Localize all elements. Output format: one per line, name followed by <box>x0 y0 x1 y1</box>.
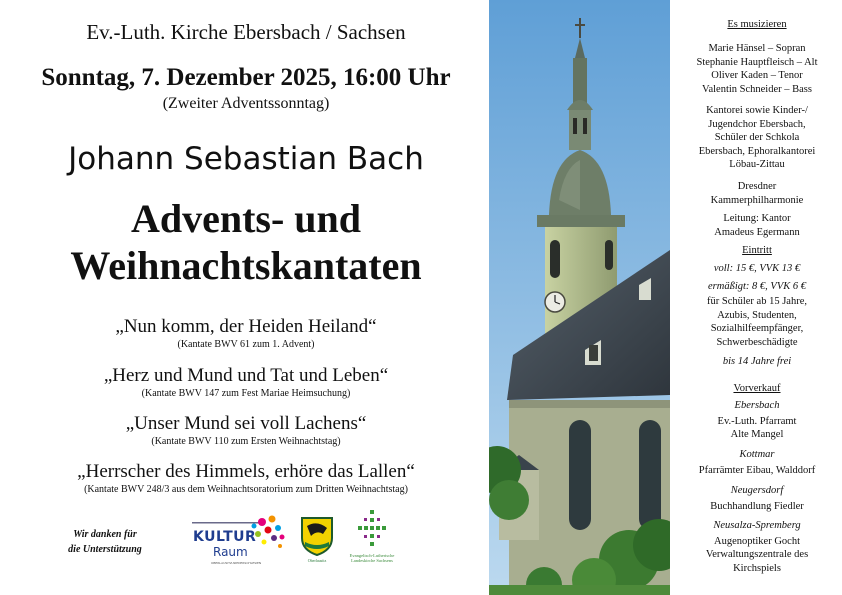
title-line-2: Weihnachtskantaten <box>70 243 422 288</box>
admission-full: voll: 15 €, VVK 13 € <box>713 263 801 274</box>
soloist: Oliver Kaden – Tenor <box>711 70 803 82</box>
presale-location <box>672 484 842 513</box>
organizer: Ev.-Luth. Kirche Ebersbach / Sachsen <box>86 20 406 44</box>
concert-date: Sonntag, 7. Dezember 2025, 16:00 Uhr <box>41 64 451 91</box>
work-title: „Unser Mund sei voll Lachens“ <box>125 413 367 434</box>
work-title: „Herz und Mund und Tat und Leben“ <box>103 365 389 386</box>
direction-line: Amadeus Egermann <box>714 226 800 238</box>
work-note: (Kantate BWV 248/3 aus dem Weihnachtsoratorium zum Dritten Weihnachtstag) <box>84 484 408 495</box>
choirs-list <box>672 104 842 172</box>
orchestra-line: Kammerphilharmonie <box>710 194 804 206</box>
presale-location <box>672 448 842 477</box>
eligibility-line: Sozialhilfeempfänger, <box>710 323 804 335</box>
choir-line: Jugendchor Ebersbach, <box>708 118 806 130</box>
choir-line: Schüler der Schkola <box>714 132 800 144</box>
soloists-list <box>672 42 842 96</box>
direction <box>672 212 842 239</box>
eligibility-line: Schwerbeschädigte <box>716 336 798 348</box>
kulturraum-wordmark-top: KULTUR <box>193 529 257 545</box>
concert-title <box>0 195 492 289</box>
work-title: „Herrscher des Himmels, erhöre das Lallen“ <box>77 461 415 482</box>
orchestra-line: Dresdner <box>737 181 777 192</box>
work-item <box>0 461 492 495</box>
direction-line: Leitung: Kantor <box>723 213 791 224</box>
admission-heading: Eintritt <box>742 245 772 256</box>
soloist: Stephanie Hauptfleisch – Alt <box>696 56 818 68</box>
thanks-line-2: die Unterstützung <box>68 544 142 555</box>
coat-of-arms-logo <box>299 516 335 560</box>
presale-shop: Ev.-Luth. Pfarramt <box>717 415 797 427</box>
presale-shop: Augenoptiker Gocht <box>713 535 801 547</box>
coat-of-arms-caption: Oberlausitz <box>307 558 327 563</box>
work-item <box>0 316 492 350</box>
work-item <box>0 365 492 399</box>
info-column <box>672 0 842 595</box>
presale-shop: Kirchspiels <box>733 562 781 574</box>
presale-shop: Pfarrämter Eibau, Walddorf <box>698 464 816 476</box>
orchestra <box>672 180 842 207</box>
soloist: Valentin Schneider – Bass <box>702 83 812 95</box>
presale-shop: Buchhandlung Fiedler <box>710 500 804 512</box>
presale-heading: Vorverkauf <box>733 383 781 394</box>
kulturraum-wordmark-bottom: Raum <box>213 545 248 559</box>
soloist: Marie Hänsel – Sopran <box>708 43 806 54</box>
church-photo <box>489 0 670 595</box>
choir-line: Ebersbach, Ephoralkantorei <box>698 145 816 157</box>
composer: Johann Sebastian Bach <box>68 141 424 177</box>
work-item <box>0 413 492 447</box>
presale-place: Kottmar <box>739 449 775 460</box>
presale-place: Neugersdorf <box>730 485 784 496</box>
eligibility-line: Azubis, Studenten, <box>717 309 797 321</box>
presale-place: Neusalza-Spremberg <box>713 520 801 531</box>
thanks-line-1: Wir danken für <box>73 529 137 540</box>
presale-shop: Verwaltungszentrale des <box>705 549 809 561</box>
musicians-heading: Es musizieren <box>727 19 787 30</box>
work-title: „Nun komm, der Heiden Heiland“ <box>115 316 377 337</box>
free-admission: bis 14 Jahre frei <box>722 356 792 367</box>
work-note: (Kantate BWV 61 zum 1. Advent) <box>177 339 315 350</box>
church-caption: Evangelisch-Lutherische Landeskirche Sachsens <box>349 553 395 563</box>
choir-line: Löbau-Zittau <box>729 159 785 171</box>
reduced-eligibility <box>672 295 842 349</box>
work-note: (Kantate BWV 110 zum Ersten Weihnachtstag) <box>151 436 341 447</box>
choir-line: Kantorei sowie Kinder-/ <box>706 105 808 116</box>
eligibility-line: für Schüler ab 15 Jahre, <box>706 296 807 307</box>
sponsor-thanks <box>50 527 160 557</box>
presale-place: Ebersbach <box>734 400 780 411</box>
presale-location <box>672 519 842 575</box>
work-note: (Kantate BWV 147 zum Fest Mariae Heimsuchung) <box>141 388 351 399</box>
admission-reduced: ermäßigt: 8 €, VVK 6 € <box>708 281 806 292</box>
concert-subdate: (Zweiter Adventssonntag) <box>162 95 330 112</box>
title-line-1: Advents- und <box>130 196 362 241</box>
presale-location <box>672 399 842 442</box>
presale-shop: Alte Mangel <box>730 429 784 441</box>
church-cross-logo <box>356 510 388 550</box>
kulturraum-small: OBERLAUSITZ-NIEDERSCHLESIEN <box>211 561 262 565</box>
